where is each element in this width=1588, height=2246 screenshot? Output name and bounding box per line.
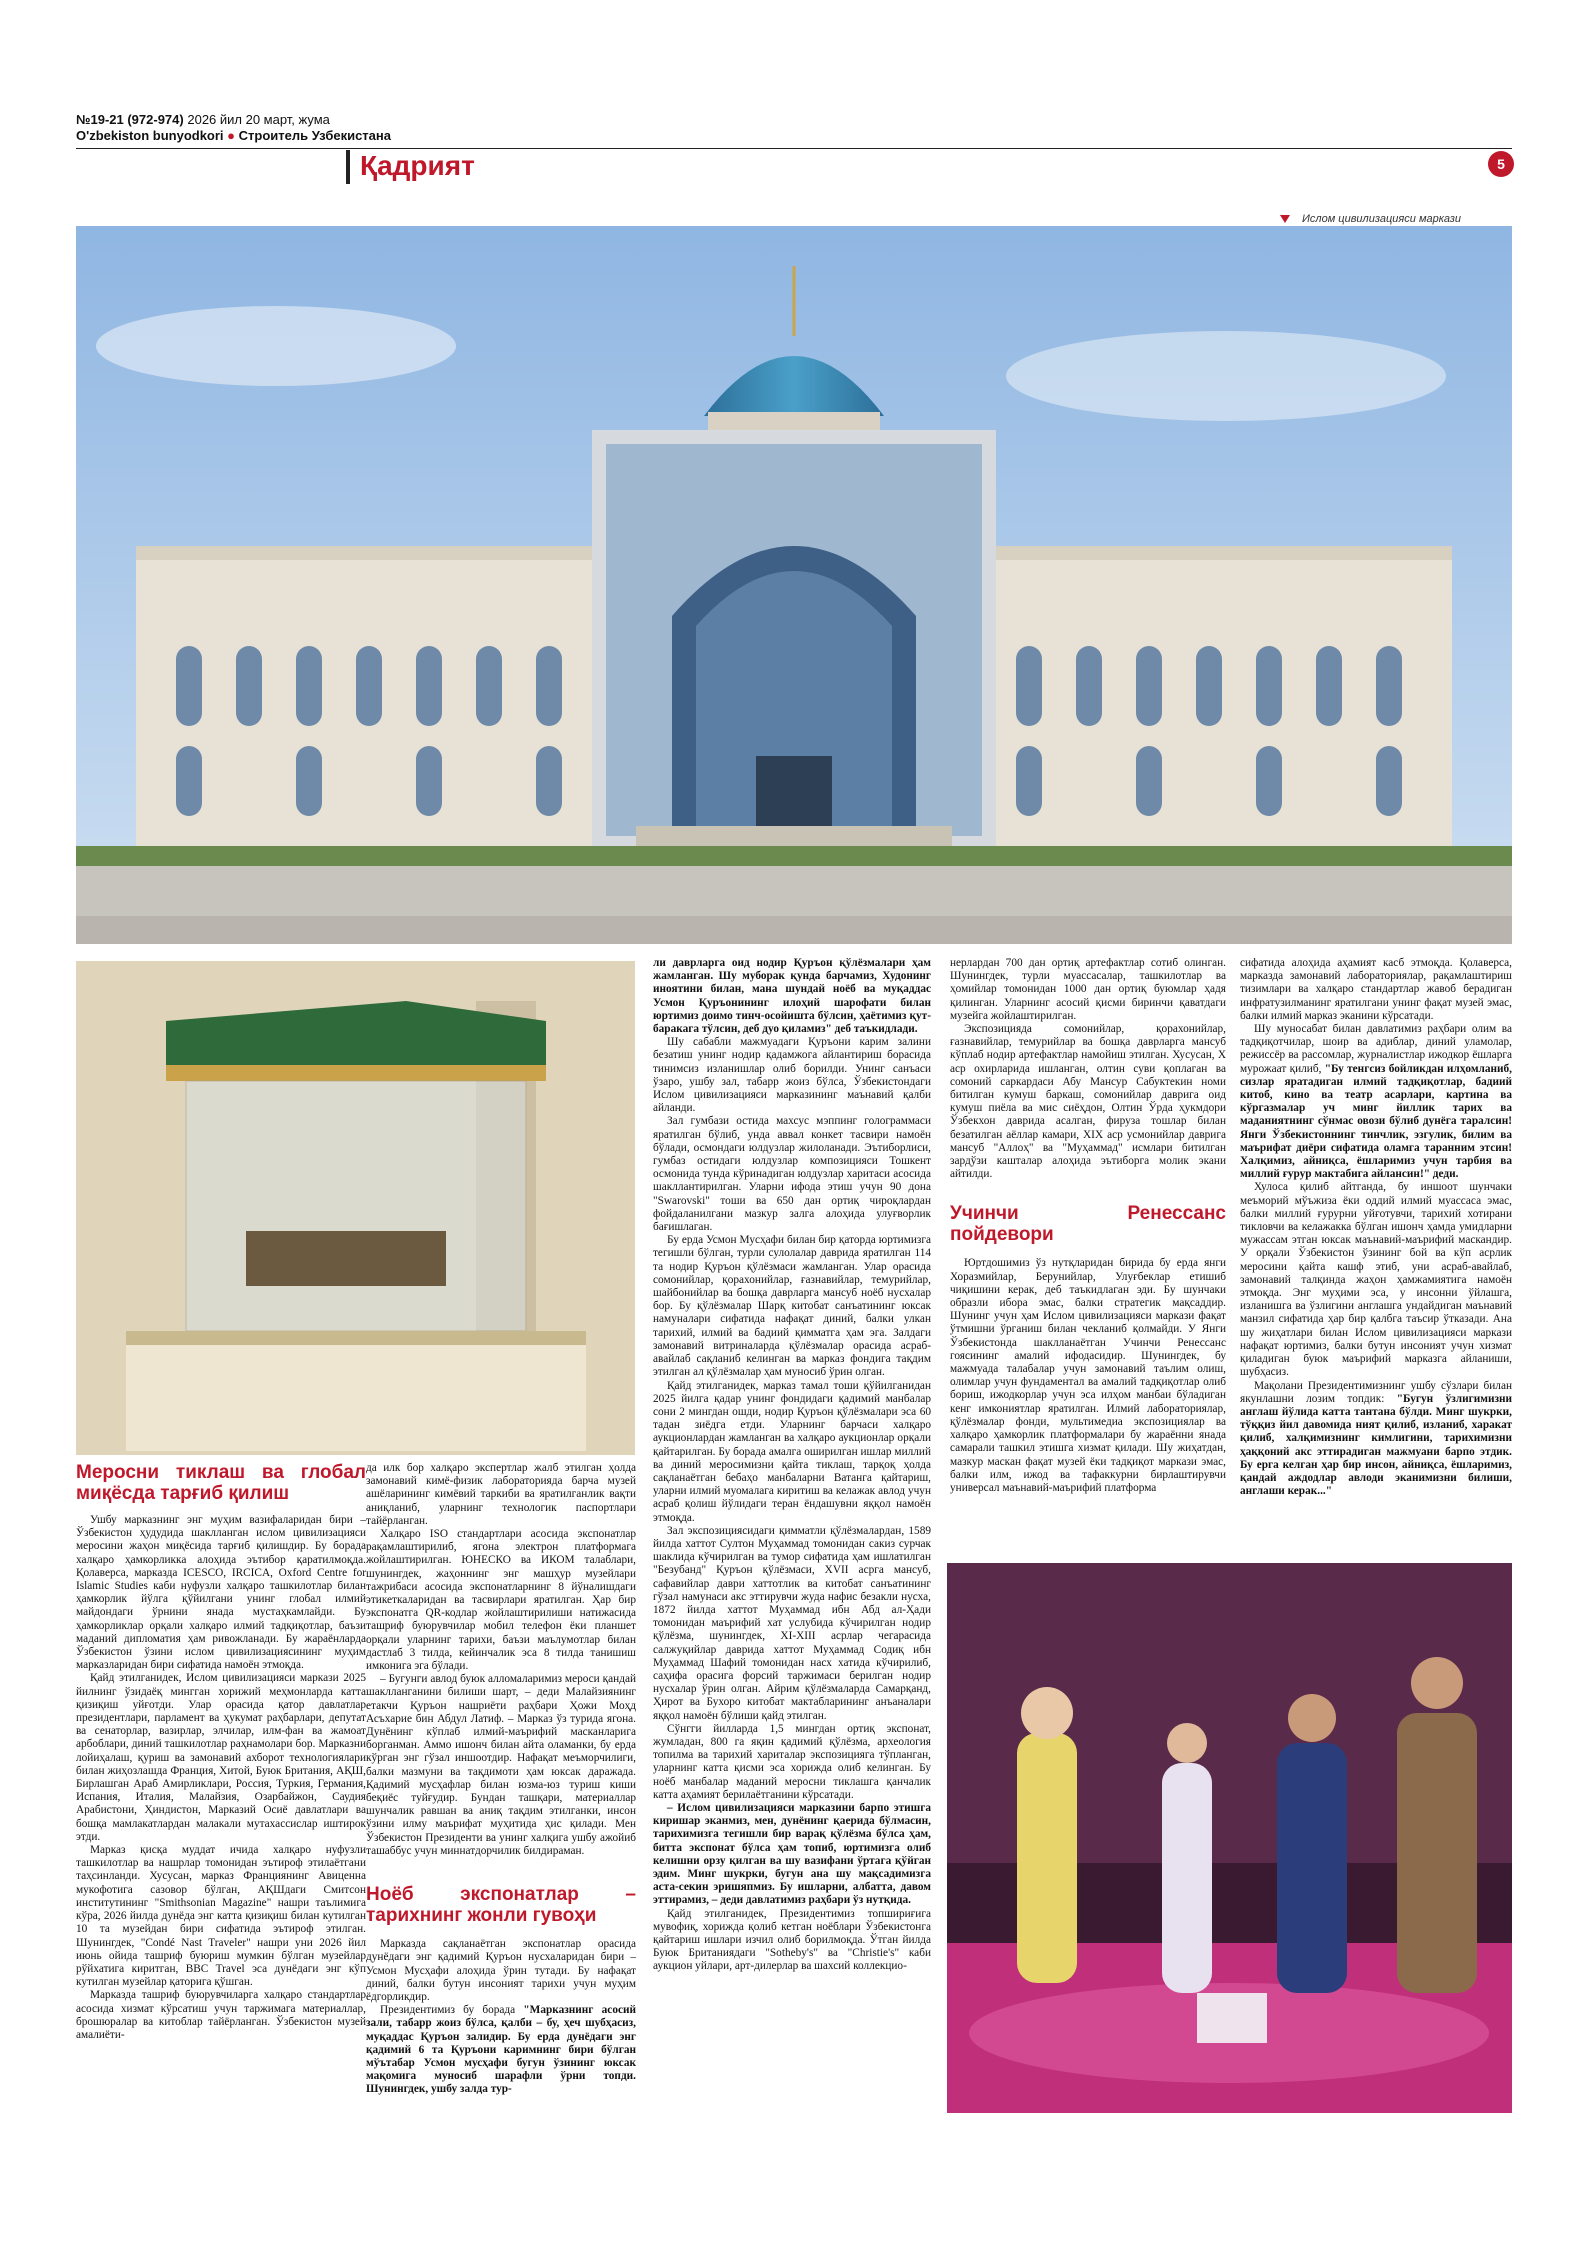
column-4 (950, 957, 1226, 1495)
paragraph: – Бугунги авлод буюк алломаларимиз мероси қандай шаклланганини билиши шарт, – деди Малайзиянинг етакчи Қуръон нашриёти раҳбари Ҳожи Моҳд Асъхарие бин Абдул Латиф. – Марказ ўз турида ягона. Дунёнинг кўплаб илмий-маърифий масканларига борганман. Аммо ишонч билан айта оламанки, бу ерда кўрган энг гўзал иншоотдир. Нафақат меъморчилиги, балки мазмуни ва тақдимоти ҳам юксак даражада. Қадимий мусҳафлар билан юзма-юз туриш киши беқиёс туйғудир. Бундан ташқари, материаллар шунчалик равшан ва аниқ тақдим этилганки, инсон ўзини илму маърифат муҳитида ҳис қилади. Мен Ўзбекистон Президенти ва унинг халқига ушбу ажойиб ташаббус учун миннатдорчилик билдираман. (366, 1673, 636, 1857)
paragraph: Юртдошимиз ўз нутқларидан бирида бу ерда янги Хоразмийлар, Берунийлар, Улуғбеклар етишиб чиқишини керак, деб таъкидлаган эди. Бу шунчаки образли ибора эмас, балки стратегик мақсаддир. Шунинг учун ҳам Ислом цивилизацияси маркази фақат ўтмишни ўрганиш билан чекланиб қолмайди. У Янги Ўзбекистонда шаклланаётган Учинчи Ренессанс гоясининг амалий ифодасидир. Шунингдек, бу мажмуада талабалар учун замонавий таълим олиш, олимлар учун фундаментал ва амалий тадқиқотлар олиб бориш, ижодкорлар учун эса илҳом манбаи бўладиган кенг имкониятлар яратилган. Илмий лабораториялар, қўлёзмалар фонди, мультимедиа экспозициялар ва халқаро ҳамкорлик платформалари бу жараённи янада самарали ташкил этишга хизмат қилади. Шу жиҳатдан, мазкур маскан фақат музей ёки тадқиқот маркази эмас, балки илм, ижод ва тафаккурни бирлаштирувчи универсал маънавий-маърифий платформа (950, 1257, 1226, 1494)
masthead: №19-21 (972-974) 2026 йил 20 март, жума O'zbekiston bunyodkori ● Строитель Узбекистана (76, 112, 391, 143)
caption-triangle-icon (1280, 215, 1290, 223)
president-address-quote: "Бу тенгсиз бойликдан илҳомланиб, сизлар яратадиган илмий тадқиқотлар, бадиий китоб, кино ва театр асарлари, картина ва кўргазмалар уч минг йиллик тарих ва маданиятнинг сўнмас овози бўлиб дунёга таралсин! Янги Ўзбекистоннинг тинчлик, эзгулик, билим ва маърифат диёри сифатида оламга таранним этсин! Халқимиз, айниқса, ёшларимиз учун тарбия ва миллий ғурур мактабига айлансин!" деди. (1240, 1062, 1512, 1181)
president-speech-quote: – Ислом цивилизацияси марказини барпо этишга киришар эканмиз, мен, дунёнинг қаерида бўлмасин, тарихимизга тегишли бир варақ қўлёзма бўлса ҳам, битта экспонат бўлса ҳам топиб, юртимизга олиб келишни орзу қилган ва шу вазифани ўртага қўйган эдим. Минг шукрки, бугун ана шу мақсадимизга аста-секин эришяпмиз. Бу ишларни, албатта, давом эттирамиз, – деди давлатимиз раҳбари ўз нутқида. (653, 1802, 931, 1907)
heading-rare-exhibits: Ноёб экспонатлар – тарихнинг жонли гувоҳи (366, 1884, 636, 1927)
header-rule (76, 148, 1512, 149)
column-3 (653, 957, 931, 1974)
section-title: Қадрият (360, 150, 475, 181)
paragraph: Марказда сақланаётган экспонатлар орасида дунёдаги энг қадимий Қуръон нусхаларидан бири – Усмон Мусҳафи алоҳида ўрин тутади. Бу нафақат диний, балки бутун инсоният тарихи учун муҳим ёдгорликдир. (366, 1938, 636, 2003)
photo-historical-figures (947, 1563, 1512, 2113)
paragraph: Бу ерда Усмон Мусҳафи билан бир қаторда юртимизга тегишли бўлган, турли сулолалар даврида яратилган 114 та нодир Қуръон қўлёзмаси жамланган. Улар орасида сомонийлар, қорахонийлар, ғазнавийлар, темурийлар, шайбонийлар ва бошқа даврларга мансуб ноёб нусхалар бор. Бу қўлёзмалар Шарқ китобат санъатининг юксак намуналари сифатида нафақат диний, балки улкан тарихий, илмий ва бадиий қимматга ҳам эга. Залдаги замонавий витриналарда қўлёзмалар орасида асраб-авайлаб сақланиб келинган ва марказ фондига тақдим этилган ал қўлёзмалар ҳам муносиб ўрин олган. (653, 1234, 931, 1379)
paragraph: сифатида алоҳида аҳамият касб этмоқда. Қолаверса, марказда замонавий лабораториялар, рақамлаштириш тизимлари ва халқаро стандартлар жавоб берадиган инфратузилманинг яратилгани унинг фақат музей эмас, балки илмий марказ эканини кўрсатади. (1240, 957, 1512, 1022)
paragraph: нерлардан 700 дан ортиқ артефактлар сотиб олинган. Шунингдек, турли муассасалар, ташкилотлар ва ҳомийлар томонидан 1000 дан ортиқ буюмлар ҳадя қилинган. Уларнинг асосий қисми биринчи қаватдаги музейга жойлаштирилган. (950, 957, 1226, 1022)
quote-continuation: ли даврларга оид нодир Қуръон қўлёзмалари ҳам жамланган. Шу муборак қунда барчамиз, Худонинг иноятини билан, мана шундай ноёб ва муқаддас Усмон Қуръонининг илоҳий шарофати билан юртимиз доимо тинч-осойишта бўлсин, ҳаётимиз қут-баракага тўлсин, деб дуо қиламиз" деб таъкидлади. (653, 957, 931, 1036)
paragraph: Хулоса қилиб айтганда, бу иншоот шунчаки меъморий мўъжиза ёки оддий илмий муассаса эмас, балки миллий ғурурни уйғотувчи, тарихий хотирани тикловчи ва келажакка бўлган ишонч ҳамда умидларни мужассам этган юксак маънавий-маърифий маскандир. У орқали Ўзбекистон ўзининг бой ва кўп асрлик меросини қайта кашф этиб, уни асраб-авайлаб, замонавий талқинда жаҳон ҳамжамиятига намоён этмоқда. Энг муҳими эса, у инсонни ўйлашга, изланишга ва ўзлигини англашга ундайдиган маънавий манзил сифатида ҳар бир қалбга таъсир ўтказади. Ана шу жиҳатлари билан Ислом цивилизацияси маркази нафақат юртимиз, балки бутун инсоният учун хизмат қиладиган буюк маърифий марказга айланиши, шубҳасиз. (1240, 1181, 1512, 1379)
paragraph (366, 2004, 636, 2096)
paragraph: Қайд этилганидек, Президентимиз топшириғига мувофиқ, хорижда қолиб кетган ноёблари Ўзбекистонга қайтариш ишлари изчил олиб борилмоқда. Ўтган йилда Буюк Британиядаги "Sotheby's" ва "Christie's" каби аукцион уйлари, арт-дилерлар ва шахсий коллекцио- (653, 1907, 931, 1973)
paragraph (1240, 1023, 1512, 1181)
paragraph (653, 957, 931, 1036)
paragraph: Марказда ташриф буюрувчиларга халқаро стандартлар асосида хизмат кўрсатиш учун таржимага материаллар, брошюралар ва китоблар тайёрланган. Ўзбекистон музей амалиёти- (76, 1989, 366, 2041)
photo-caption (1280, 213, 1461, 225)
column-5 (1240, 957, 1512, 1498)
photo-caption-text: Ислом цивилизацияси маркази (1302, 213, 1462, 225)
quote-intro: Президентимиз бу борада (380, 2004, 516, 2017)
photo-quran-manuscript (76, 961, 635, 1455)
column-2 (366, 1462, 636, 2097)
manuscript-illustration (76, 961, 635, 1455)
building-illustration (76, 226, 1512, 944)
paragraph: Шу сабабли мажмуадаги Қуръони карим залини безатиш унинг нодир қадамжога айлантириш борасида тинимсиз изланишлар олиб борилди. Унинг санъаси ўзаро, ушбу зал, табарр жоиз бўлса, Ўзбекистондаги Ислом цивилизацияси марказининг маънавий қалби айланди. (653, 1036, 931, 1115)
issue-number: №19-21 (972-974) (76, 112, 184, 127)
section-marker (346, 150, 350, 184)
paragraph (653, 1802, 931, 1908)
paragraph: да илк бор халқаро экспертлар жалб этилган ҳолда замонавий кимё-физик лабораторияда барча музей ашёларининг кимёвий таркиби ва яратилганлик вақти аниқланиб, уларнинг технологик паспортлари тайёрланган. (366, 1462, 636, 1527)
paragraph (1240, 1380, 1512, 1499)
page-number: 5 (1488, 151, 1514, 177)
paper-name-uz: O'zbekiston bunyodkori (76, 128, 224, 143)
heading-heritage: Меросни тиклаш ва глобал миқёсда тарғиб қилиш (76, 1462, 366, 1504)
address-intro: Шу муносабат билан давлатимиз раҳбари олим ва тадқиқотчилар, шоир ва адиблар, диний уламолар, режиссёр ва рассомлар, журналистлар ижодкор ёшларга мурожаат қилиб, (1240, 1023, 1512, 1075)
paragraph: Ушбу марказнинг энг муҳим вазифаларидан бири – Ўзбекистон ҳудудида шаклланган ислом цивилизацияси меросини жаҳон миқёсида тарғиб қилишдир. Бу борада халқаро ҳамкорликка алоҳида эътибор қаратилмоқда. Қолаверса, марказда ICESCO, IRCICA, Oxford Centre for Islamic Studies каби нуфузли халқаро ташкилотлар билан ҳамкорлик йўлга қўйилгани унинг глобал илмий майдондаги ўрнини янада мустаҳкамлайди. Бу ҳамкорликлар орқали халқаро илмий тадқиқотлар, баъзи маданий дипломатия ҳам ривожланади. Бу жараёнларда Ўзбекистон ўзини ислом цивилизациясининг муҳим марказларидан бири сифатида намоён этмоқда. (76, 1514, 366, 1672)
heading-third-renaissance: Учинчи Ренессанс пойдевори (950, 1203, 1226, 1246)
paragraph: Зал экспозициясидаги қимматли қўлёзмалардан, 1589 йилда хаттот Султон Муҳаммад томонидан сакиз сурчак шаклида кўчирилган ва тумор сифатида ҳам ишлатилган "Безубанд" Қуръон қўлёзмаси, XVII асрга мансуб, сафавийлар даври хаттотлик ва китобат санъатининг гўзал намунаси акс эттирувчи жуда нафис безакли нусха, 1872 йилда хаттот Муҳаммад ибн Абд ал-Ҳади томонидан маърифий хат услубида кўчирилган нодир қўлёзма, шунингдек, XI-XIII асрлар чегарасида салжуқийлар даврида хаттот Муҳаммад Содиқ ибн Муҳаммад Шафий томонидан насх хатида кўчирилиб, саҳифа орасига форсий таржимаси берилган нодир нусхалар ўрин олган. Айрим қўлёзмаларда Самарқанд, Ҳирот ва Бухоро китобат мактабларининг анъаналари яққол намоён бўлиши қайд этилган. (653, 1524, 931, 1722)
issue-date: 2026 йил 20 март, жума (187, 112, 330, 127)
paragraph: Қайд этилганидек, Ислом цивилизацияси маркази 2025 йилнинг ўзидаёқ мингган хорижий меҳмонларда катта қизиқиш уйғотди. Улар орасида қатор давлатлар президентлари, парламент ва ҳукумат раҳбарлари, депутат ва сенаторлар, вазирлар, элчилар, илм-фан ва жамоат арбоблари, диний ташкилотлар раҳнамолари бор. Марказни лойиҳалаш, қуриш ва замонавий ахборот технологиялари билан жиҳозлашда Франция, Хитой, Буюк Британия, АҚШ, Бирлашган Араб Амирликлари, Россия, Туркия, Германия, Испания, Италия, Малайзия, Озарбайжон, Саудия Арабистони, Ҳиндистон, Марказий Осиё давлатлари ва бошқа мамлакатлардан малакали мутахассислар иштирок этди. (76, 1672, 366, 1843)
paper-name-ru: Строитель Узбекистана (238, 128, 391, 143)
paragraph: Зал гумбази остида махсус мэппинг голограммаси яратилган бўлиб, унда аввал конкет тасвири намоён бўлади, осмондаги юлдузлар жилоланади. Эътиборлиси, гумбаз остидаги юлдузлар композицияси Тошкент осмонида тунда кўринадиган юлдузлар харитаси асосида шакллантирилган. Уларни ифода этиш учун 90 дона "Swarovski" тоши ва 650 дан ортиқ чироқлардан фойдаланилгани мазкур залга алоҳида улуғворлик бағишлаган. (653, 1115, 931, 1234)
column-1 (76, 1462, 366, 2042)
paragraph: Сўнгги йилларда 1,5 мингдан ортиқ экспонат, жумладан, 800 га яқин қадимий қўлёзма, археология топилма ва тарихий хариталар экспозицияга тўпланган, уларнинг катта қисми эса хорижда олиб келинган. Бу ноёб манбалар маданий меросни тиклашга қанчалик катта аҳамият берилаётганини кўрсатади. (653, 1722, 931, 1801)
paragraph: Қайд этилганидек, марказ тамал тоши қўйилганидан 2025 йилга қадар унинг фондидаги қадимий манбалар сони 2 мингдан ошди, нодир Қуръон қўлёзмалари эса 60 тадан зиёдга етди. Уларнинг барчаси халқаро аукционлардан жамланган ва халқаро аукционлар орқали қайтарилган. Бу борада амалга оширилган ишлар миллий ва диний меросимизни қайта тиклаш, тарқоқ ҳолда сақланаётган бебаҳо манбаларни Ватанга қайтариш, уларни илмий муомалага киритиш ва келажак авлод учун асраб қолиш йўлидаги теран ёндашувни яққол намоён этмоқда. (653, 1379, 931, 1524)
paragraph: Экспозицияда сомонийлар, қорахонийлар, ғазнавийлар, темурийлар ва бошқа даврларга мансуб кўплаб нодир артефактлар намойиш этилган. Хусусан, X аср охирларида ишланган, олтин суви қоплаган ва сомоний саркардаси Абу Мансур Сабуктекин номи битилган кумуш баркаш, сомонийлар даврига оид кумуш пиёла ва мис сиёҳдон, Олтин Ўрда ҳукмдори Ўзбекхон даврида асалган, фируза тошлар билан безатилган аёллар камари, XIX аср усмонийлар даврига мансуб "Аллоҳ" ва "Муҳаммад" исмлари битилган зардўзи кашталар алоҳида эътиборга молик экани айтилди. (950, 1023, 1226, 1181)
main-photo-building (76, 226, 1512, 944)
figures-illustration (947, 1563, 1512, 2113)
president-quote: "Марказнинг асосий зали, табарр жоиз бўлса, қалби – бу, ҳеч шубҳасиз, муқаддас Қуръон залидир. Бу ерда дунёдаги энг қадимий 6 та Қуръони каримнинг бири бўлган мўътабар Усмон мусҳафи бугун ўзининг юксак мақомига муносиб шарафли ўрни топди. Шунингдек, ушбу залда тур- (366, 2004, 637, 2096)
paragraph: Марказ қисқа муддат ичида халқаро нуфузли ташкилотлар ва нашрлар томонидан эътироф этилаётгани таҳсинланди. Хусусан, марказ Франциянинг Авиценна мукофотига сазовор бўлган, АҚШдаги Смитсон институтининг "Smithsonian Magazine" нашри таълимига кўра, 2026 йилда дунёда энг катта қизиқиш билан кутилган 10 та музейдан бири сифатида эътироф этилган. Шунингдек, "Condé Nast Traveler" нашри уни 2026 йил июнь ойида ташриф буюриш мумкин бўлган музейлар рўйхатига киритган, BBC Travel эса дунёдаги энг кўп кутилган музейлар қаторига қўшган. (76, 1844, 366, 1989)
paragraph: Халқаро ISO стандартлари асосида экспонатлар рақамлаштирилиб, ягона электрон платформага жойлаштирилган. ЮНЕСКО ва ИКОМ талаблари, шунингдек, жаҳоннинг энг машҳур музейлари тажрибаси асосида экспонатларнинг 8 йўналишдаги этикеткаларидан ва тасвирлари яратилган. Ҳар бир экспонатга QR-кодлар жойлаштирилиши натижасида ташриф буюрувчилар мобил телефон ёки планшет орқали уларнинг тарихи, баъзи маълумотлар билан дастлаб 3 тилда, кейинчалик эса 8 тилда танишиш имконига эга бўлади. (366, 1528, 636, 1673)
closing-quote: "Бугун ўзлигимизни англаш йўлида катта тантана бўлди. Минг шукрки, тўққиз йил давомида ният қилиб, изланиб, харакат қилиб, халқимизнинг кимлигини, тарихимизни ҳаққоний акс эттирадиган мажмуани барпо этдик. Бу ерга келган ҳар бир инсон, айниқса, ёшларимиз, қандай аждодлар авлоди эканимизни билиши, англаши керак..." (1240, 1392, 1513, 1498)
closing-intro: Мақолани Президентимизнинг ушбу сўзлари билан якунлашни лозим топдик: (1240, 1379, 1512, 1405)
